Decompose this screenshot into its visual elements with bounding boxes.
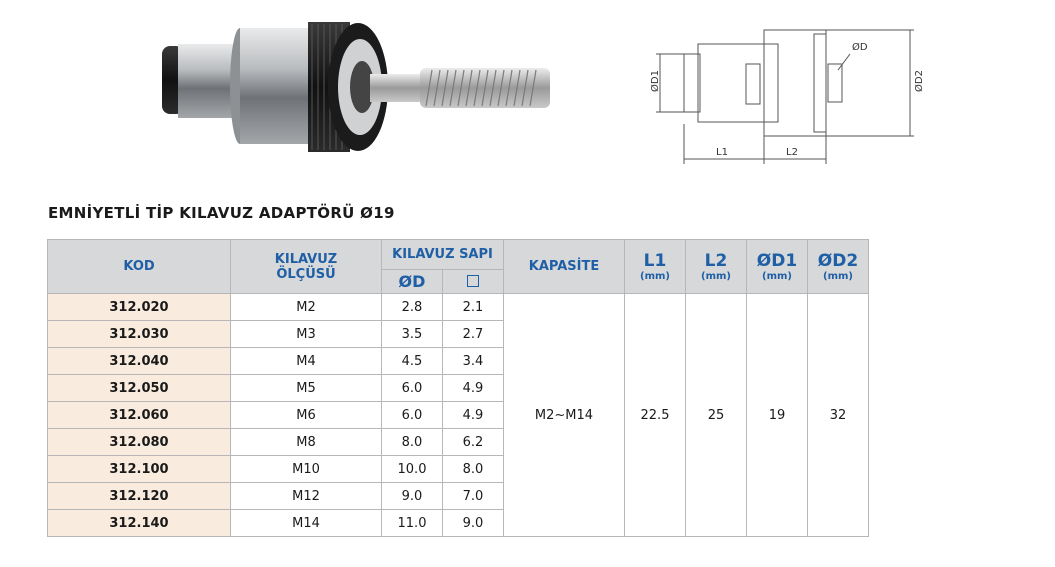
cell-od: 4.5 [382,348,443,375]
cell-kod: 312.030 [48,321,231,348]
header-kilavuz-sapi: KILAVUZ SAPI [382,240,504,270]
header-od: ØD [382,270,443,294]
header-kilavuz-olcusu [231,240,382,294]
cell-kod: 312.140 [48,510,231,537]
cell-od: 11.0 [382,510,443,537]
drawing-label-od2: ØD2 [914,70,925,92]
cell-od: 10.0 [382,456,443,483]
header-od1-label: ØD1 [756,250,798,271]
cell-kod: 312.120 [48,483,231,510]
cell-square: 3.4 [443,348,504,375]
cell-square: 6.2 [443,429,504,456]
cell-kod: 312.050 [48,375,231,402]
section-title: EMNİYETLİ TİP KILAVUZ ADAPTÖRÜ Ø19 [48,204,395,222]
header-kapasite: KAPASİTE [504,240,625,294]
cell-kod: 312.100 [48,456,231,483]
cell-od2: 32 [808,294,869,537]
cell-size: M5 [231,375,382,402]
cell-kod: 312.040 [48,348,231,375]
cell-size: M4 [231,348,382,375]
header-l2-unit: (mm) [701,270,731,282]
header-l1 [625,240,686,294]
cell-size: M14 [231,510,382,537]
cell-od: 3.5 [382,321,443,348]
header-od2-unit: (mm) [823,270,853,282]
header-kilavuz-olcusu-line1: KILAVUZ [274,251,338,267]
cell-l1: 22.5 [625,294,686,537]
cell-size: M6 [231,402,382,429]
cell-square: 2.7 [443,321,504,348]
technical-drawing [638,24,928,174]
cell-od: 9.0 [382,483,443,510]
cell-kapasite: M2~M14 [504,294,625,537]
drawing-label-l2: L2 [786,147,798,158]
cell-square: 4.9 [443,402,504,429]
cell-size: M10 [231,456,382,483]
cell-square: 7.0 [443,483,504,510]
cell-kod: 312.080 [48,429,231,456]
cell-od1: 19 [747,294,808,537]
cell-size: M12 [231,483,382,510]
drawing-label-od1: ØD1 [650,70,661,92]
cell-od: 6.0 [382,402,443,429]
cell-kod: 312.060 [48,402,231,429]
spec-table [47,239,869,537]
cell-od: 8.0 [382,429,443,456]
header-od2 [808,240,869,294]
cell-od: 2.8 [382,294,443,321]
cell-size: M8 [231,429,382,456]
header-l1-unit: (mm) [640,270,670,282]
product-photo [160,14,560,164]
table-row [48,294,869,321]
drawing-label-od: ØD [852,42,868,53]
header-od1 [747,240,808,294]
cell-square: 4.9 [443,375,504,402]
cell-od: 6.0 [382,375,443,402]
cell-l2: 25 [686,294,747,537]
square-icon [467,275,479,287]
cell-size: M2 [231,294,382,321]
header-kod: KOD [48,240,231,294]
header-square [443,270,504,294]
table-body [48,294,869,537]
header-l2-label: L2 [704,250,728,271]
header-l1-label: L1 [643,250,667,271]
cell-square: 8.0 [443,456,504,483]
cell-kod: 312.020 [48,294,231,321]
cell-square: 2.1 [443,294,504,321]
drawing-label-l1: L1 [716,147,728,158]
header-od2-label: ØD2 [817,250,859,271]
header-kilavuz-olcusu-line2: ÖLÇÜSÜ [276,266,336,282]
cell-square: 9.0 [443,510,504,537]
header-od1-unit: (mm) [762,270,792,282]
header-l2 [686,240,747,294]
cell-size: M3 [231,321,382,348]
